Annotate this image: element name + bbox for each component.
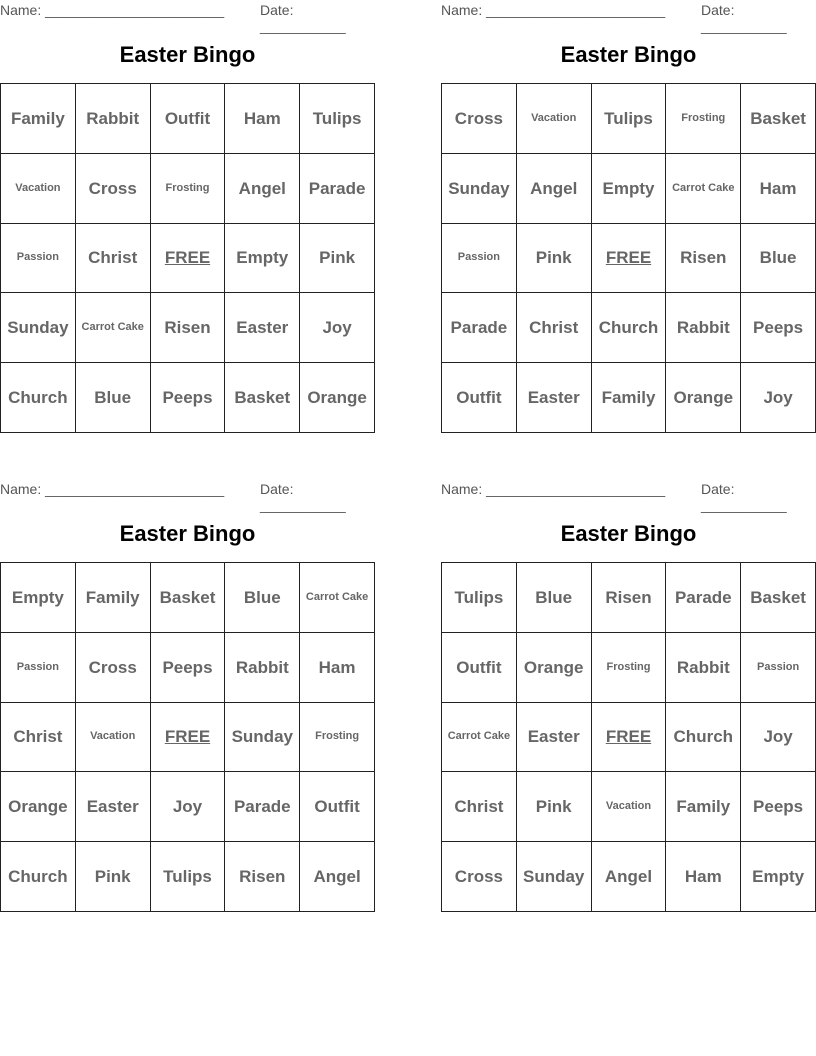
free-cell: FREE (592, 703, 667, 773)
bingo-cell: Pink (517, 772, 592, 842)
bingo-cell: Frosting (151, 154, 226, 224)
bingo-cell: Family (1, 84, 76, 154)
bingo-cell: Frosting (592, 633, 667, 703)
date-label: Date: ___________ (260, 481, 346, 513)
bingo-cell: Empty (1, 563, 76, 633)
bingo-cell: Cross (442, 842, 517, 912)
bingo-cell: Sunday (442, 154, 517, 224)
bingo-cell: Orange (517, 633, 592, 703)
bingo-cell: Church (592, 293, 667, 363)
bingo-cell: Joy (741, 363, 816, 433)
bingo-cell: Rabbit (666, 633, 741, 703)
bingo-cell: Risen (151, 293, 226, 363)
name-label: Name: _______________________ (441, 2, 666, 18)
bingo-cell: Peeps (151, 633, 226, 703)
bingo-cell: Orange (1, 772, 76, 842)
bingo-cell: Blue (225, 563, 300, 633)
name-label: Name: _______________________ (441, 481, 666, 497)
bingo-cell: Family (76, 563, 151, 633)
bingo-cell: Pink (76, 842, 151, 912)
bingo-cell: Carrot Cake (666, 154, 741, 224)
bingo-cell: Ham (300, 633, 375, 703)
bingo-cell: Orange (666, 363, 741, 433)
bingo-cell: Tulips (300, 84, 375, 154)
bingo-cell: Parade (300, 154, 375, 224)
bingo-cell: Frosting (300, 703, 375, 773)
bingo-cell: Christ (442, 772, 517, 842)
bingo-card (0, 479, 375, 913)
bingo-cell: Family (666, 772, 741, 842)
bingo-cell: Passion (1, 633, 76, 703)
bingo-cell: Basket (741, 84, 816, 154)
bingo-grid (441, 562, 816, 912)
bingo-cell: Easter (517, 363, 592, 433)
bingo-cell: Sunday (1, 293, 76, 363)
bingo-cell: Cross (76, 154, 151, 224)
free-cell: FREE (592, 224, 667, 294)
name-label: Name: _______________________ (0, 481, 225, 497)
date-label: Date: ___________ (260, 2, 346, 34)
bingo-cell: Christ (517, 293, 592, 363)
bingo-cell: Frosting (666, 84, 741, 154)
bingo-cell: Angel (592, 842, 667, 912)
bingo-cell: Outfit (442, 363, 517, 433)
bingo-cell: Joy (741, 703, 816, 773)
bingo-cell: Peeps (151, 363, 226, 433)
bingo-cell: Orange (300, 363, 375, 433)
bingo-cell: Empty (225, 224, 300, 294)
bingo-cell: Angel (300, 842, 375, 912)
bingo-cell: Carrot Cake (76, 293, 151, 363)
bingo-cell: Risen (225, 842, 300, 912)
bingo-cell: Outfit (300, 772, 375, 842)
bingo-cell: Outfit (442, 633, 517, 703)
card-title: Easter Bingo (560, 42, 697, 67)
bingo-cell: Empty (592, 154, 667, 224)
bingo-cell: Vacation (592, 772, 667, 842)
card-header (0, 0, 375, 34)
bingo-cell: Church (666, 703, 741, 773)
bingo-cell: Blue (741, 224, 816, 294)
bingo-cell: Cross (442, 84, 517, 154)
bingo-cell: Passion (442, 224, 517, 294)
card-title: Easter Bingo (119, 521, 256, 546)
bingo-cell: Basket (741, 563, 816, 633)
bingo-cell: Church (1, 363, 76, 433)
bingo-cell: Pink (517, 224, 592, 294)
bingo-cell: Tulips (151, 842, 226, 912)
date-label: Date: ___________ (701, 481, 787, 513)
bingo-cell: Family (592, 363, 667, 433)
bingo-card (441, 479, 816, 913)
bingo-cell: Parade (666, 563, 741, 633)
bingo-cell: Easter (517, 703, 592, 773)
bingo-cell: Peeps (741, 772, 816, 842)
bingo-cell: Ham (741, 154, 816, 224)
bingo-cell: Angel (517, 154, 592, 224)
bingo-cell: Rabbit (76, 84, 151, 154)
bingo-cell: Basket (151, 563, 226, 633)
name-label: Name: _______________________ (0, 2, 225, 18)
bingo-cell: Cross (76, 633, 151, 703)
free-cell: FREE (151, 703, 226, 773)
bingo-cell: Joy (151, 772, 226, 842)
bingo-cell: Rabbit (225, 633, 300, 703)
bingo-cell: Tulips (442, 563, 517, 633)
bingo-cell: Ham (666, 842, 741, 912)
card-header (441, 479, 816, 513)
bingo-grid (0, 83, 375, 433)
bingo-cell: Parade (442, 293, 517, 363)
bingo-cell: Vacation (517, 84, 592, 154)
bingo-cell: Tulips (592, 84, 667, 154)
bingo-cell: Pink (300, 224, 375, 294)
bingo-cell: Angel (225, 154, 300, 224)
bingo-cell: Empty (741, 842, 816, 912)
bingo-cell: Outfit (151, 84, 226, 154)
bingo-cell: Easter (225, 293, 300, 363)
bingo-grid (0, 562, 375, 912)
bingo-cell: Peeps (741, 293, 816, 363)
bingo-cell: Ham (225, 84, 300, 154)
bingo-cell: Risen (592, 563, 667, 633)
bingo-cell: Blue (517, 563, 592, 633)
bingo-cell: Passion (1, 224, 76, 294)
bingo-card (0, 0, 375, 434)
date-label: Date: ___________ (701, 2, 787, 34)
free-cell: FREE (151, 224, 226, 294)
bingo-cell: Easter (76, 772, 151, 842)
bingo-cell: Basket (225, 363, 300, 433)
card-title: Easter Bingo (560, 521, 697, 546)
card-title: Easter Bingo (119, 42, 256, 67)
bingo-cell: Carrot Cake (300, 563, 375, 633)
bingo-cell: Risen (666, 224, 741, 294)
bingo-cell: Church (1, 842, 76, 912)
bingo-cell: Sunday (517, 842, 592, 912)
bingo-cell: Rabbit (666, 293, 741, 363)
bingo-cell: Passion (741, 633, 816, 703)
bingo-cell: Carrot Cake (442, 703, 517, 773)
bingo-cell: Blue (76, 363, 151, 433)
card-header (441, 0, 816, 34)
card-header (0, 479, 375, 513)
bingo-card (441, 0, 816, 434)
bingo-cell: Christ (1, 703, 76, 773)
bingo-cell: Joy (300, 293, 375, 363)
bingo-cell: Christ (76, 224, 151, 294)
bingo-cell: Vacation (76, 703, 151, 773)
bingo-cell: Parade (225, 772, 300, 842)
bingo-grid (441, 83, 816, 433)
bingo-cell: Sunday (225, 703, 300, 773)
bingo-cell: Vacation (1, 154, 76, 224)
